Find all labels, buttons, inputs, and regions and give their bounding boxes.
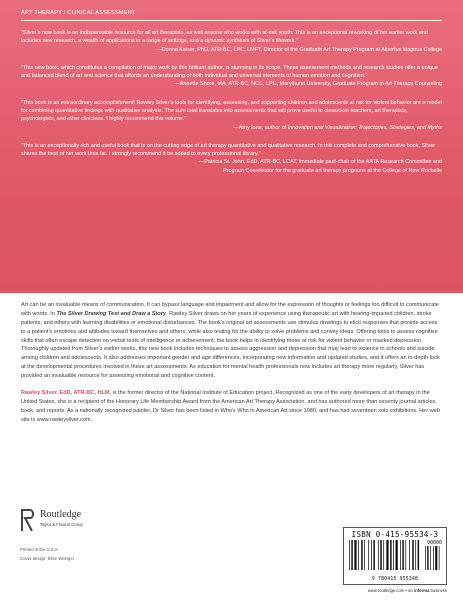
endorsement-text: “This new book, which constitutes a compilation of major work by this brilliant author, is stunning in its scope. These assessment methods and research studies offer a unique and balanced blend of art and science that affords an understanding of both individual and universal elements of human emotion and cognition.” [21,64,438,80]
website-prefix: www.routledge.com • an [367,588,414,593]
routledge-logo-icon [20,507,36,533]
author-bio [21,389,442,425]
author-name: Rawley Silver, EdD, ATR-BC, HLM, [21,389,111,396]
description-part1: Art can be an invaluable means of communication. It can bypass language and impairment and allow for the expression of thoughts or feelings too difficult to communicate with words. In [21,302,440,317]
website-brand: informa [413,588,430,593]
endorsement-text: “This book is an extraordinary accomplishment! Rawley Silver’s tools for identifying, assessing, and supporting children and adolescents at risk for violent behavior are a model for combining quantitative findings with qualitative analysis. The sum total translates into assessments that will prove useful to classroom teachers, art therapists, psychologists, and other clinicians. I highly recommend this volume.” [21,99,442,123]
publisher-name: Routledge [40,509,82,520]
endorsement-text: “Silver’s new book is an indispensable resource for all art therapists, as well anyone who works with at-risk youth. This is an exceptional reworking of her earlier work and includes new research, a wealth of applications in a range of settings, and a dynamic synthesis of Silver’s lifework.” [21,30,428,45]
publisher-website [343,588,447,593]
book-description [21,301,442,381]
price-code: 90000 [426,540,442,546]
endorsement-attribution: —Annette Shore, MA, ATR-BC, NCC, LPC, Marylhurst University, Graduate Program in Art Therapy Counseling [174,81,442,88]
endorsement-2 [21,64,442,89]
endorsements-panel [0,0,463,293]
endorsement-attribution: —Donna Kaiser, PhD, ATR-BC, LPC, LMFT, Director of the Graduate Art Therapy Program at Albertus Magnus College [156,46,442,53]
cover-credit: Cover design: Elise Weinger [20,556,75,561]
back-cover-footer [0,493,463,600]
printed-in: Printed in the U.S.A. [20,547,59,552]
author-bio-text: is the former director of the National Institute of Education project. Recognized as one of the early developers of art therapy in the United States, she is a recipient of the Honorary Life Membership Award from the American Art Therapy Association, and has authored more than seventy journal articles, book, and reports. As a nationally recognized painter, Dr Silver has been listed in Who’s Who in American Art since 1980, and has had seventeen solo exhibitions. Her web site is www.rawleysilver.com. [21,389,440,423]
isbn-barcode [343,527,447,585]
barcode-digits: 9 780415 955348 [371,577,419,582]
description-part2: , Rawley Silver draws on her years of experience using therapeutic art with hearing-impaired children, stroke patients, and others with learning disabilities or emotional disturbances. The book’s original art assessments use stimulus drawings to elicit responses that provide access to a patient’s emotions and attitudes toward themselves and others, while also testing for the ability to solve problems and convey ideas. Offering tools to assess cognitive skills that often escape detection on verbal tests of intelligence or achievement, the book helps in identifying those at risk for violent behavior or masked depression. Thoroughly updated from Silver’s earlier works, this new book includes techniques to assess aggression and depression that may lead to violence in schools and suicide among children and adolescents. It also addresses important gender and age differences, incorporating new information and updated studies, and it offers an in-depth look at the developmental procedures involved in these art assessments. As education for mental health professionals now includes art therapy more regularly, Silver has provided an invaluable resource for assessing emotional and cognitive content. [21,310,440,379]
website-suffix: business [429,588,447,593]
publisher-logo [20,505,110,545]
section-label: ART THERAPY / CLINICAL ASSESSMENT [21,10,442,21]
endorsement-text: “This is an exceptionally rich and useful book that is on the cutting edge of art therapy quantitative and qualitative research. In this complete and comprehensive book, Silver shares the best of her work thus far. I strongly recommend it be added to every professional library.” [21,142,436,158]
endorsement-attribution-line2: Program Coordinator for the graduate art therapy programs at the College of New Rochelle [223,167,442,174]
endorsement-attribution-line1: —Patricia St. John, EdD, ATR-BC, LCAT, immediate past-chair of the AATA Research Committee and [198,159,442,166]
attribution-book-title: Innovation and Visualization: Trajectories, Strategies, and Myths [287,124,442,131]
endorsement-3 [21,99,442,132]
endorsement-1 [21,29,442,54]
endorsement-4 [21,142,442,175]
book-title: The Silver Drawing Test and Draw a Story [56,310,166,317]
book-description-section [21,301,442,432]
isbn-label: ISBN 0-415-95534-3 [351,530,439,539]
attribution-prefix: —Amy Ione, author of [233,124,288,131]
endorsement-attribution [21,124,442,132]
publisher-group: Taylor & Francis Group [40,522,83,527]
